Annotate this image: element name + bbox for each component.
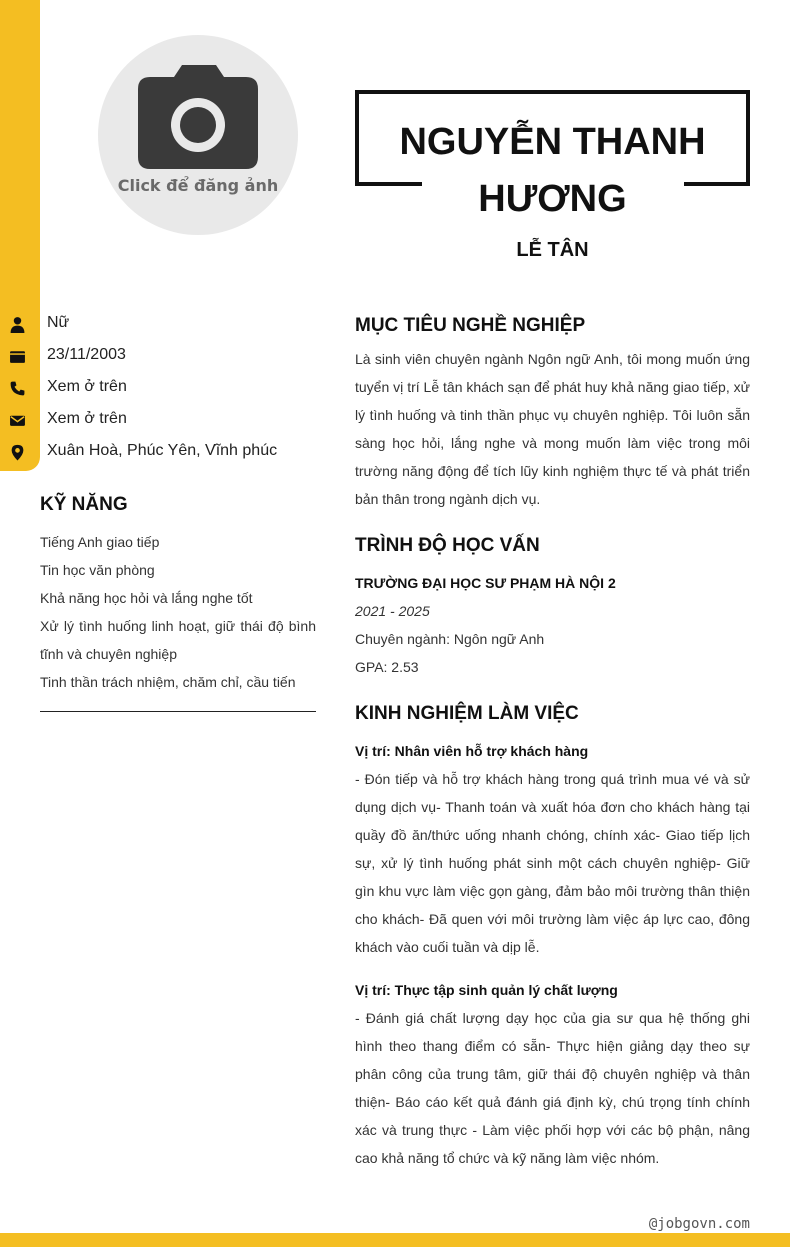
major: Chuyên ngành: Ngôn ngữ Anh (355, 631, 545, 647)
skill-item: Tiếng Anh giao tiếp (40, 534, 160, 550)
education-entry (355, 569, 750, 681)
info-gender (0, 308, 330, 340)
skill-item: Xử lý tình huống linh hoạt, giữ thái độ bình tĩnh và chuyên nghiệp (40, 618, 316, 662)
info-phone (0, 372, 330, 404)
phone-value: Xem ở trên (47, 378, 127, 395)
job-title: LỄ TÂN (516, 239, 589, 261)
experience-entry (355, 976, 750, 1172)
email-value: Xem ở trên (47, 410, 127, 427)
position-description: - Đón tiếp và hỗ trợ khách hàng trong quá trình mua vé và sử dụng dịch vụ- Thanh toán và xuất hóa đơn cho khách hàng tại quầy đồ ăn/thức uống nhanh chóng, chính xác- Giao tiếp lịch sự, xử lý tình huống phát sinh một cách chuyên nghiệp- Giữ gìn khu vực làm việc gọn gàng, đảm bảo môi trường thân thiện cho khách- Đã quen với môi trường làm việc áp lực cao, đông khách vào cuối tuần và dịp lễ. (355, 771, 750, 955)
info-email (0, 404, 330, 436)
skills-heading: KỸ NĂNG (40, 494, 128, 515)
address-value: Xuân Hoà, Phúc Yên, Vĩnh phúc (47, 442, 278, 459)
gpa: GPA: 2.53 (355, 659, 419, 675)
calendar-icon (9, 348, 26, 365)
photo-upload-label: Click để đăng ảnh (117, 176, 279, 195)
position-title: Vị trí: Nhân viên hỗ trợ khách hàng (355, 743, 589, 759)
candidate-name: NGUYỄN THANH HƯƠNG (399, 121, 706, 220)
skills-list (40, 528, 316, 696)
skills-divider (40, 711, 316, 712)
education-heading: TRÌNH ĐỘ HỌC VẤN (355, 535, 540, 556)
person-icon (9, 316, 26, 333)
objective-text: Là sinh viên chuyên ngành Ngôn ngữ Anh, tôi mong muốn ứng tuyển vị trí Lễ tân khách sạn để phát huy khả năng giao tiếp, xử lý tình huống và tinh thần phục vụ chuyên nghiệp. Tôi luôn sẵn sàng học hỏi, lắng nghe và mong muốn làm việc trong môi trường năng động để tích lũy kinh nghiệm thực tế và phát triển bản thân trong ngành dịch vụ. (355, 351, 750, 507)
objective-heading: MỤC TIÊU NGHỀ NGHIỆP (355, 315, 586, 336)
skill-item: Khả năng học hỏi và lắng nghe tốt (40, 590, 253, 606)
watermark: @jobgovn.com (648, 1216, 750, 1232)
position-description: - Đánh giá chất lượng dạy học của gia sư qua hệ thống ghi hình theo thang điểm có sẵn- Thực hiện giảng dạy theo sự phân công của trung tâm, giữ thái độ chuyên nghiệp và thân thiện- Báo cáo kết quả đánh giá định kỳ, chú trọng tính chính xác và trung thực - Làm việc phối hợp với các bộ phận, nâng cao khả năng tổ chức và kỹ năng làm việc nhóm. (355, 1010, 750, 1166)
experience-heading: KINH NGHIỆM LÀM VIỆC (355, 703, 579, 724)
study-period: 2021 - 2025 (355, 603, 430, 619)
skill-item: Tinh thần trách nhiệm, chăm chỉ, cầu tiến (40, 674, 296, 690)
accent-bottom-bar (0, 1233, 790, 1247)
photo-upload[interactable] (98, 35, 298, 235)
mail-icon (9, 412, 26, 429)
gender-value: Nữ (47, 314, 70, 331)
position-title: Vị trí: Thực tập sinh quản lý chất lượng (355, 982, 618, 998)
experience-entry (355, 737, 750, 961)
camera-icon (137, 65, 259, 169)
location-pin-icon (9, 444, 26, 461)
skill-item: Tin học văn phòng (40, 562, 155, 578)
school-name: TRƯỜNG ĐẠI HỌC SƯ PHẠM HÀ NỘI 2 (355, 575, 616, 591)
phone-icon (9, 380, 26, 397)
info-birthday (0, 340, 330, 372)
birthday-value: 23/11/2003 (47, 346, 126, 363)
info-address (0, 436, 330, 468)
